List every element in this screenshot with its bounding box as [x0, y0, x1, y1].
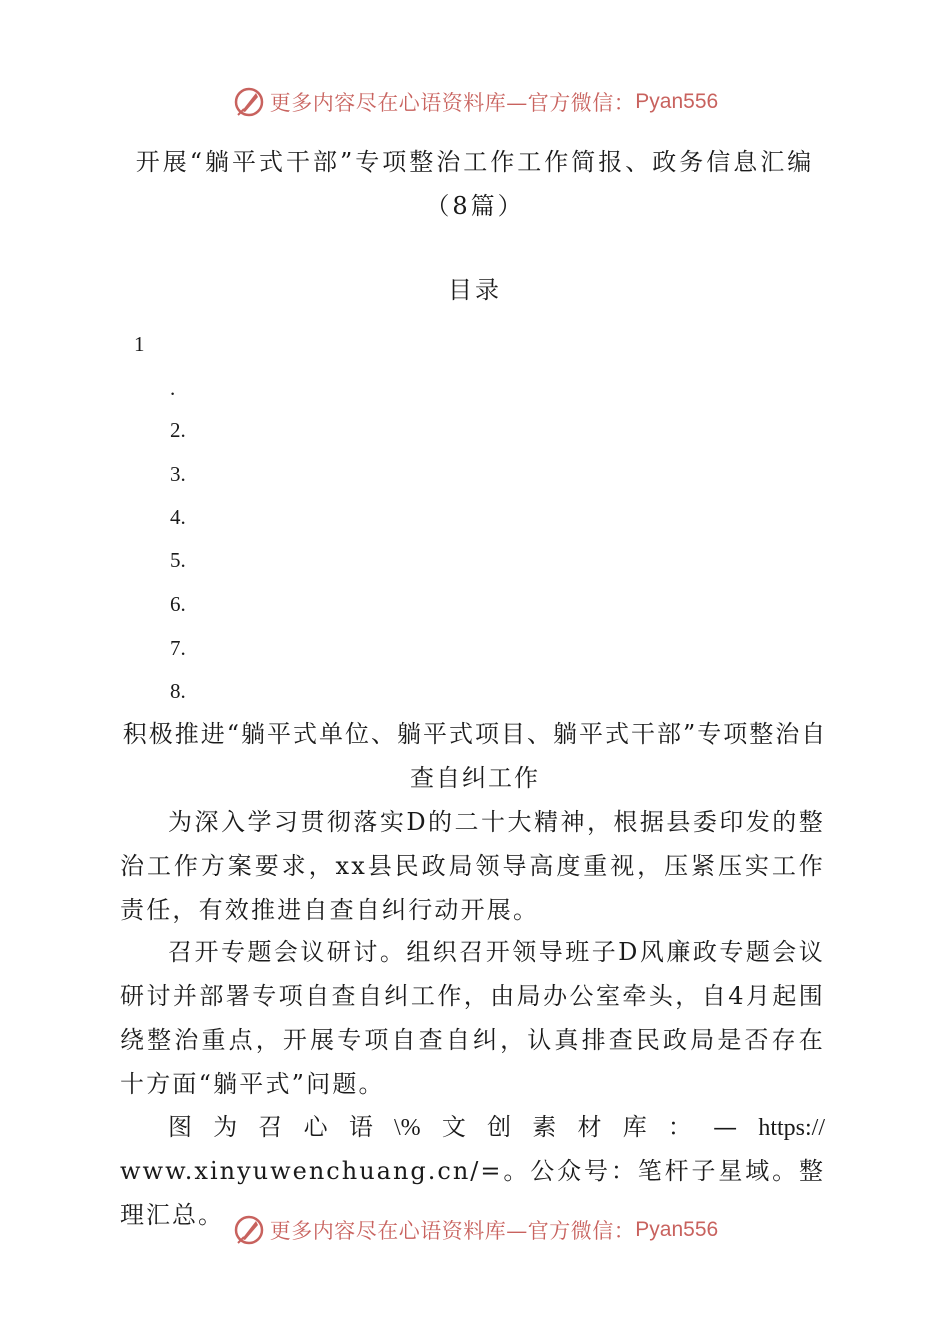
watermark-text: 更多内容尽在心语资料库—官方微信：: [269, 91, 636, 115]
toc-item: .: [170, 376, 176, 400]
source-char: —: [713, 1113, 738, 1141]
toc-item: 3.: [170, 462, 186, 486]
quill-logo-icon: [232, 85, 266, 119]
watermark-text: 更多内容尽在心语资料库—官方微信：: [269, 1219, 636, 1243]
section-title: 积极推进“躺平式单位、躺平式项目、躺平式干部”专项整治自查自纠工作: [122, 720, 828, 792]
source-char: 召: [258, 1113, 283, 1141]
source-char: 材: [577, 1113, 602, 1141]
toc-item: 6.: [170, 592, 186, 616]
watermark-banner-top: [0, 82, 950, 122]
source-char: 库: [622, 1113, 647, 1141]
source-char: 语: [348, 1113, 373, 1141]
source-char: 素: [532, 1113, 557, 1141]
source-line-2: www.xinyuwenchuang.cn/=。公众号：笔杆子星域。整理汇总。: [120, 1157, 825, 1229]
source-url-start: https://: [758, 1115, 825, 1141]
watermark-banner-bottom: [0, 1210, 950, 1250]
body-paragraph: 为深入学习贯彻落实D的二十大精神，根据县委印发的整治工作方案要求，xx县民政局领导高度重视，压紧压实工作责任，有效推进自查自纠行动开展。: [120, 808, 825, 924]
source-paragraph: [120, 1105, 825, 1229]
source-char: 图: [168, 1113, 192, 1141]
toc-item: 4.: [170, 505, 186, 529]
toc-item: 1: [134, 332, 145, 356]
toc-item: 5.: [170, 548, 186, 572]
document-title: 开展“躺平式干部”专项整治工作工作简报、政务信息汇编（8篇）: [135, 148, 815, 220]
source-char: 为: [213, 1113, 238, 1141]
source-char: 文: [441, 1113, 466, 1141]
source-line-1: [120, 1105, 825, 1149]
source-char: 创: [487, 1113, 512, 1141]
watermark-code: Pyan556: [635, 1218, 719, 1241]
toc-item: 2.: [170, 418, 186, 442]
body-paragraph: 召开专题会议研讨。组织召开领导班子D风廉政专题会议研讨并部署专项自查自纠工作，由局办公室牵头，自4月起围绕整治重点，开展专项自查自纠，认真排查民政局是否存在十方面“躺平式”问题。: [120, 938, 825, 1098]
watermark-code: Pyan556: [635, 90, 719, 113]
source-char: ：: [667, 1113, 692, 1141]
toc-item: 8.: [170, 679, 186, 703]
source-char: 心: [303, 1113, 328, 1141]
source-char: \%: [394, 1115, 421, 1141]
toc-item: 7.: [170, 636, 186, 660]
quill-logo-icon: [232, 1213, 266, 1247]
toc-heading: 目录: [448, 276, 502, 304]
